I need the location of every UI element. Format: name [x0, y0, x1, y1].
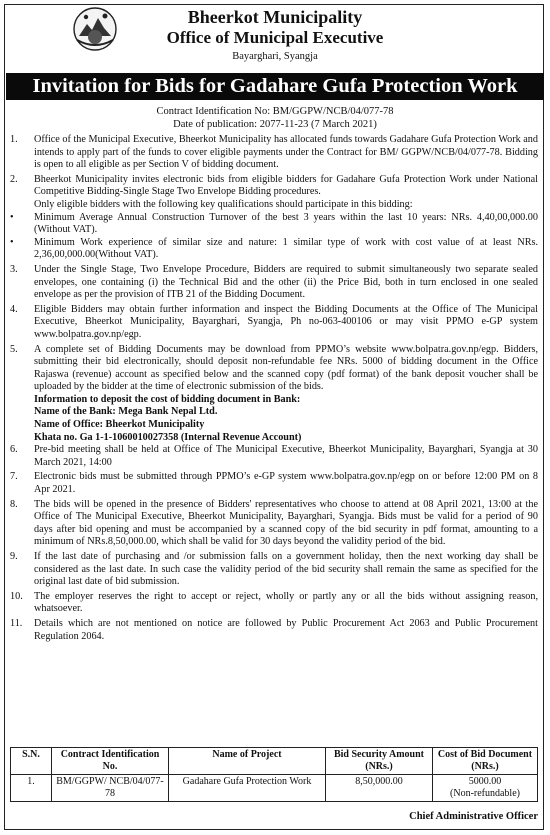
list-item: 3. Under the Single Stage, Two Envelope Procedure, Bidders are required to submit simultaneously two separate sealed envelopes, one containing (i) the Technical Bid and the other (ii) the Price Bid, both in turn enclosed in one sealed envelope as per the provision of ITB 21 of the Bidding Document. — [10, 263, 538, 301]
bid-cost-note: (Non-refundable) — [450, 788, 520, 799]
list-item: 9. If the last date of purchasing and /or submission falls on a government holiday, then the next working day shall be considered as the last date. In such case the validity period of the bid security shall remain the same as specified for the original last date of bid submission. — [10, 551, 538, 588]
cell-sn: 1. — [11, 775, 52, 802]
cell-project-name: Gadahare Gufa Protection Work — [169, 775, 326, 802]
bank-account-number: Khata no. Ga 1-1-1060010027358 (Internal Revenue Account) — [34, 431, 302, 443]
list-item: 1. Office of the Municipal Executive, Bheerkot Municipality has allocated funds towards Gadahare Gufa Protection Work and intends to apply part of the funds to cover eligible payments under the Contract for BM/ GGPW/NCB/04/077-78. Bidding is open to all eligible as per Section V of bidding document. — [10, 134, 538, 171]
office-name: Office of Municipal Executive — [166, 28, 384, 47]
qualification-intro: Only eligible bidders with the following key qualifications should participate in this bidding: — [34, 198, 413, 210]
bank-office-name: Name of Office: Bheerkot Municipality — [34, 419, 205, 431]
column-header-project: Name of Project — [169, 748, 326, 775]
list-item: • Minimum Work experience of similar size and nature: 1 similar type of work with cost value of at least NRs. 2,36,00,000.00(Without VAT). — [10, 236, 538, 261]
municipality-name: Bheerkot Municipality — [187, 7, 363, 27]
list-item: 7. Electronic bids must be submitted through PPMO’s e-GP system www.bolpatra.gov.np/egp on or before 12:00 PM on 8 Apr 2021. — [10, 471, 538, 496]
bid-cost-amount: 5000.00 — [468, 776, 502, 787]
office-address: Bayarghari, Syangja — [232, 51, 318, 62]
list-item: 11. Details which are not mentioned on notice are followed by Public Procurement Act 2063 and Public Procurement Regulation 2064. — [10, 617, 538, 642]
column-header-contract: Contract Identification No. — [52, 748, 169, 775]
notice-body — [10, 134, 538, 643]
table-header-row — [11, 748, 538, 775]
cell-contract-id: BM/GGPW/ NCB/04/077-78 — [52, 775, 169, 802]
list-item: 5. A complete set of Bidding Documents may be download from PPMO’s website www.bolpatra.gov.np/egp. Bidders, submitting their bid electronically, should deposit non-refundable fee NRs. 5000 of bidding document in the Office Rajaswa (revenue) account as specified below and the scanned copy (pdf format) of the bank deposit voucher shall be uploaded by the bidder at the time of electronic submission of the bids. — [10, 343, 538, 393]
bank-info-heading: Information to deposit the cost of bidding document in Bank: — [34, 393, 301, 405]
publication-date: Date of publication: 2077-11-23 (7 March 2021) — [173, 119, 377, 130]
table-row — [11, 775, 538, 802]
list-item: 6. Pre-bid meeting shall be held at Office of The Municipal Executive, Bheerkot Municipality, Bayarghari, Syangja at 30 March 2021, 14:00 — [10, 444, 538, 468]
column-header-cost: Cost of Bid Document (NRs.) — [433, 748, 538, 775]
contract-identification: Contract Identification No: BM/GGPW/NCB/04/077-78 — [156, 106, 394, 117]
list-item: 10. The employer reserves the right to accept or reject, wholly or partly any or all the bids without assigning reason, whatsoever. — [10, 590, 538, 615]
column-header-security: Bid Security Amount (NRs.) — [326, 748, 433, 775]
column-header-sn: S.N. — [11, 748, 52, 775]
cell-bid-cost — [433, 775, 538, 802]
bid-details-table — [10, 747, 538, 802]
list-item: • Minimum Average Annual Construction Turnover of the best 3 years within the last 10 years: NRs. 4,40,00,000.00 (Without VAT). — [10, 211, 538, 236]
list-item: 8. The bids will be opened in the presence of Bidders' representatives who choose to attend at 08 April 2021, 13:00 at the Office of The Municipal Executive, Bheerkot Municipality, Bayarghari, Syangja. Bids must be valid for a period of 90 days after bid opening and must be accompanied by a scanned copy of the bid security in pdf format, amounting to a minimum of NRs.8,50,000.00, which shall be valid for 30 days beyond the validity period of the bid. — [10, 498, 538, 548]
notice-title: Invitation for Bids for Gadahare Gufa Protection Work — [6, 73, 544, 100]
signatory-title: Chief Administrative Officer — [409, 811, 538, 822]
bank-name: Name of the Bank: Mega Bank Nepal Ltd. — [34, 406, 218, 418]
list-item: 4. Eligible Bidders may obtain further information and inspect the Bidding Documents at the Office of The Municipal Executive, Bheerkot Municipality, Bayarghari, Syangja, Ph no-063-400106 or may visit PPMO e-GP system www.bolpatra.gov.np/egp. — [10, 303, 538, 340]
cell-bid-security: 8,50,000.00 — [326, 775, 433, 802]
list-item: 2. Bheerkot Municipality invites electronic bids from eligible bidders for Gadahare Gufa Protection Work under National Competitive Bidding-Single Stage Two Envelope Bidding procedures. — [10, 173, 538, 198]
